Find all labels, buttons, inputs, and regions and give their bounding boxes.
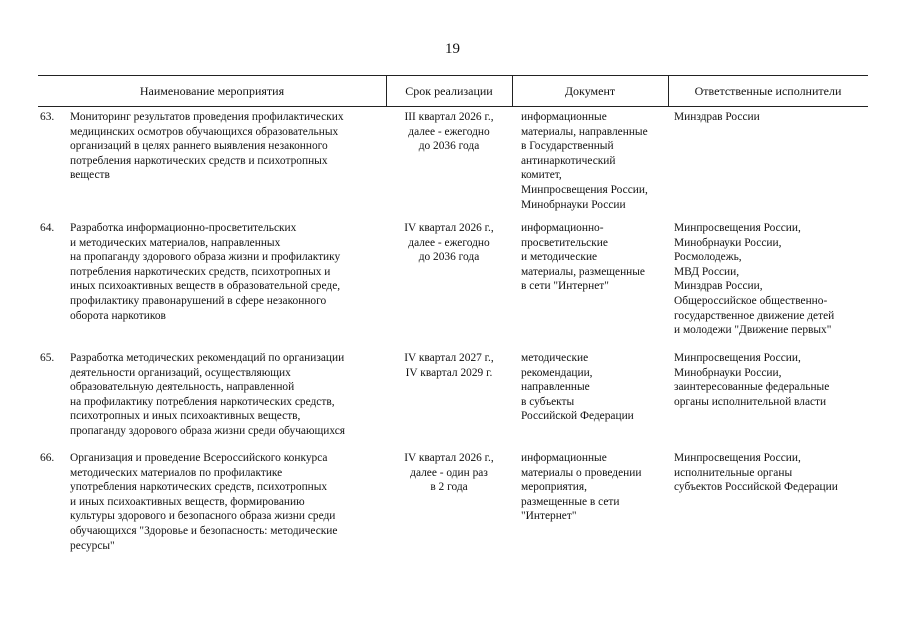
header-term: Срок реализации — [405, 84, 493, 98]
row-number: 64. — [40, 222, 55, 234]
header-document: Документ — [564, 84, 616, 98]
document-type: информационно- просветительские и методические материалы, размещенные в сети "Интернет" — [521, 222, 645, 293]
document-type: информационные материалы о проведении мероприятия, размещенные в сети "Интернет" — [521, 452, 642, 523]
event-name: Мониторинг результатов проведения профилактических медицинских осмотров обучающихся образовательных организаций в целях раннего выявления незаконного потребления наркотических средств и психотропных веществ — [70, 111, 344, 182]
implementation-term: IV квартал 2026 г., далее - ежегодно до 2036 года — [404, 222, 494, 264]
event-name: Разработка методических рекомендаций по организации деятельности организаций, осуществляющих образовательную деятельность, направленной на профилактику потребления наркотических средств, психотропных и иных психоактивных веществ, пропаганду здорового образа жизни среди обучающихся — [70, 352, 346, 437]
responsible-executors: Минпросвещения России, Минобрнауки России, заинтересованные федеральные органы исполнительной власти — [674, 352, 830, 408]
events-table — [38, 75, 868, 552]
responsible-executors: Минпросвещения России, Минобрнауки России, Росмолодежь, МВД России, Минздрав России, Общероссийское общественно- государственное движение детей и молодежи "Движение первых" — [674, 222, 835, 337]
header-event: Наименование мероприятия — [139, 84, 285, 98]
implementation-term: IV квартал 2027 г., IV квартал 2029 г. — [404, 352, 494, 379]
responsible-executors: Минпросвещения России, исполнительные органы субъектов Российской Федерации — [674, 452, 838, 494]
header-responsible: Ответственные исполнители — [694, 84, 842, 98]
document-type: методические рекомендации, направленные в субъекты Российской Федерации — [521, 352, 634, 423]
event-name: Разработка информационно-просветительских и методических материалов, направленных на пропаганду здорового образа жизни и профилактику потребления наркотических средств, психотропных и иных психоактивных веществ в образовательной среде, профилактику правонарушений в сфере незаконного оборота наркотиков — [70, 222, 341, 322]
implementation-term: III квартал 2026 г., далее - ежегодно до 2036 года — [404, 111, 494, 153]
implementation-term: IV квартал 2026 г., далее - один раз в 2 года — [404, 452, 494, 494]
row-number: 65. — [40, 352, 55, 364]
page-number: 19 — [445, 41, 460, 57]
row-number: 63. — [40, 111, 55, 123]
event-name: Организация и проведение Всероссийского конкурса методических материалов по профилактике употребления наркотических средств, психотропных и иных психоактивных веществ, формированию культуры здорового и безопасного образа жизни среди обучающихся "Здоровье и безопасность: методические ресурсы" — [70, 452, 338, 552]
responsible-executors: Минздрав России — [674, 111, 760, 123]
document-type: информационные материалы, направленные в Государственный антинаркотический комитет, Минпросвещения России, Минобрнауки России — [521, 111, 648, 211]
table-header — [38, 75, 868, 107]
row-number: 66. — [40, 452, 55, 464]
